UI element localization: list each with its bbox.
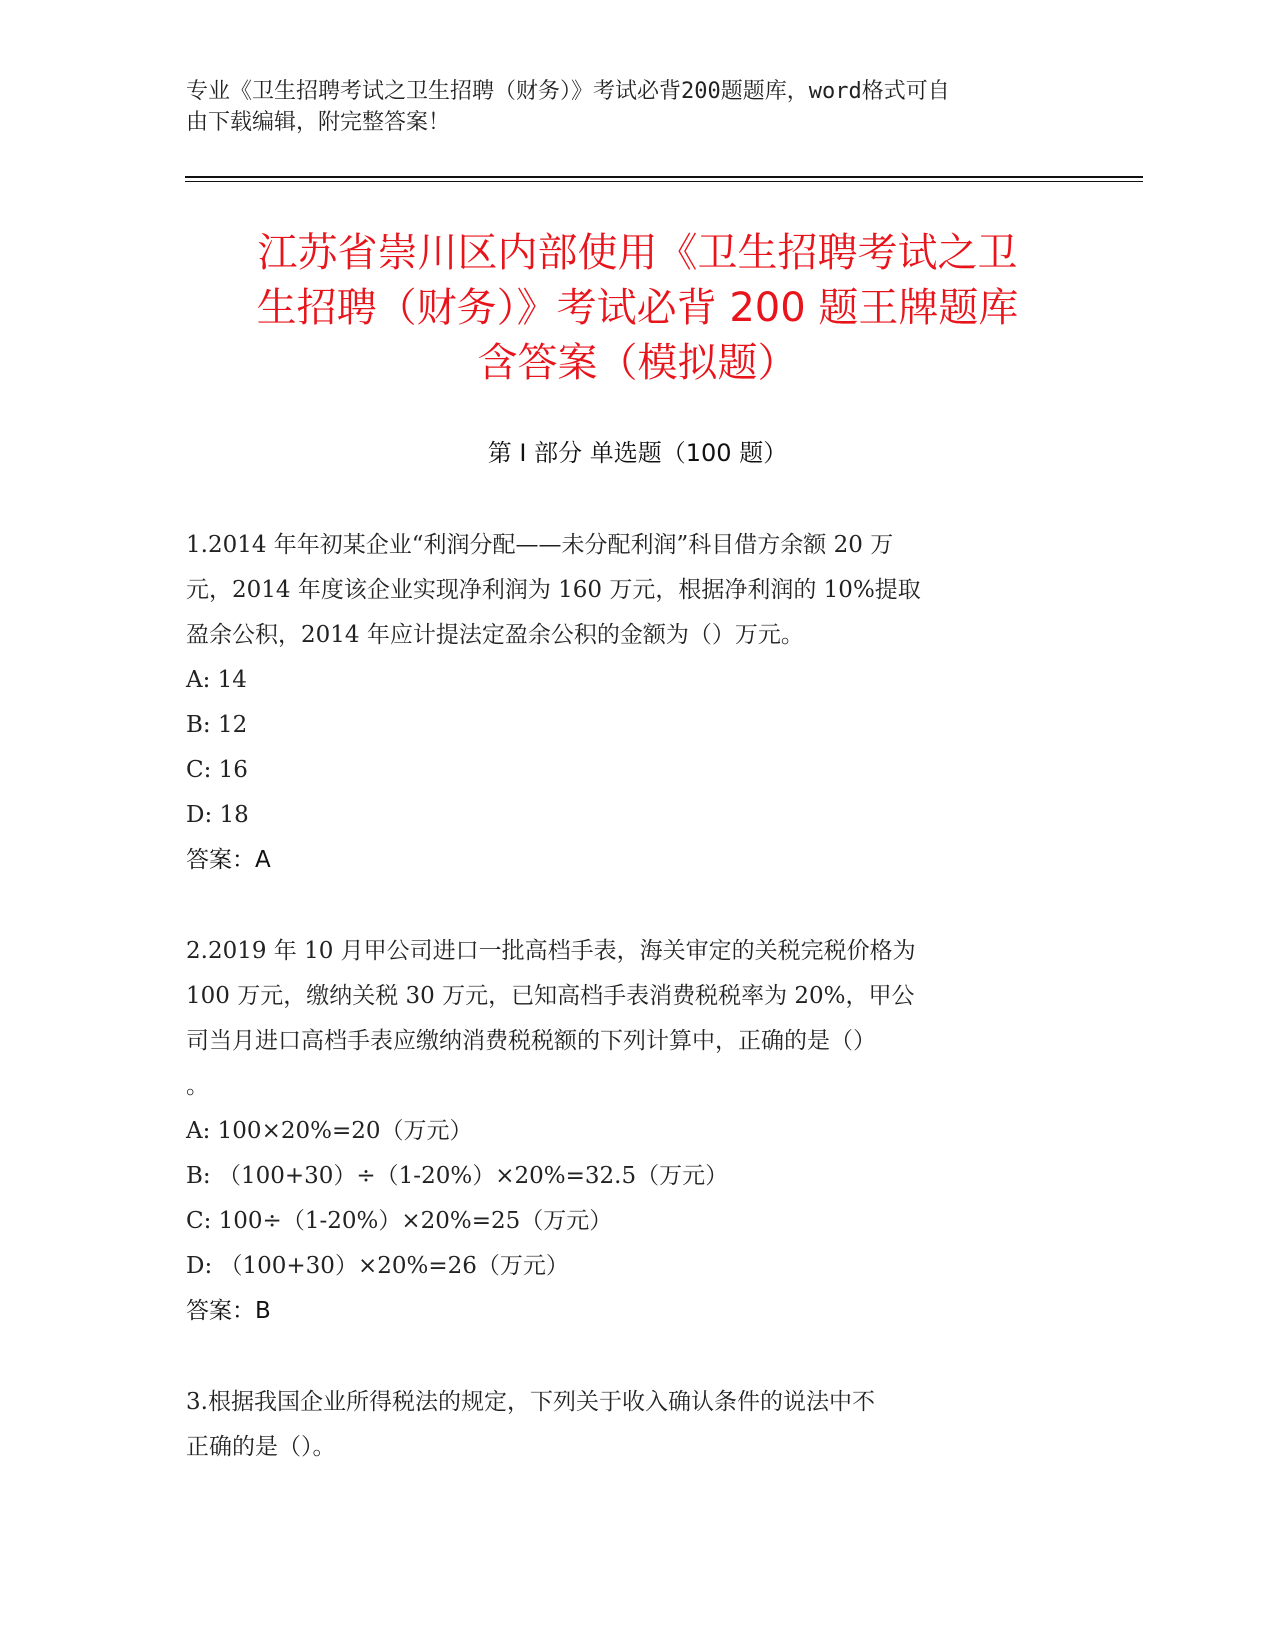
question-2 <box>186 929 1071 1334</box>
question-1-option-b: B: 12 <box>186 712 248 738</box>
question-2-option-b: B: （100+30）÷（1-20%）×20%=32.5（万元） <box>186 1163 729 1189</box>
question-3 <box>186 1380 1071 1470</box>
question-2-stem-line-4: 。 <box>186 1073 209 1099</box>
question-1-option-a: A: 14 <box>186 667 247 693</box>
document-title-line-3: 含答案（模拟题） <box>477 340 798 386</box>
question-1-answer: 答案：A <box>186 847 271 873</box>
question-2-stem-line-3: 司当月进口高档手表应缴纳消费税税额的下列计算中，正确的是（） <box>186 1028 876 1054</box>
question-2-answer: 答案：B <box>186 1298 271 1324</box>
header-divider-thick <box>185 176 1143 178</box>
question-2-option-d: D: （100+30）×20%=26（万元） <box>186 1253 569 1279</box>
question-1-stem-line-2: 元，2014 年度该企业实现净利润为 160 万元，根据净利润的 10%提取 <box>186 577 921 603</box>
question-1-stem-line-1: 1.2014 年年初某企业“利润分配——未分配利润”科目借方余额 20 万 <box>186 532 894 558</box>
question-2-stem-line-1: 2.2019 年 10 月甲公司进口一批高档手表，海关审定的关税完税价格为 <box>186 938 916 964</box>
question-2-stem-line-2: 100 万元，缴纳关税 30 万元，已知高档手表消费税税率为 20%，甲公 <box>186 983 915 1009</box>
question-1-option-c: C: 16 <box>186 757 248 783</box>
section-title: 第 I 部分 单选题（100 题） <box>487 439 788 467</box>
document-title-line-1: 江苏省崇川区内部使用《卫生招聘考试之卫 <box>257 230 1018 276</box>
question-1 <box>186 523 1071 883</box>
header-note-line-2: 由下载编辑，附完整答案！ <box>186 110 451 135</box>
document-title <box>150 226 1125 391</box>
question-2-option-a: A: 100×20%=20（万元） <box>186 1118 473 1144</box>
header-divider-thin <box>185 181 1143 182</box>
header-note <box>186 76 1066 138</box>
question-1-stem-line-3: 盈余公积，2014 年应计提法定盈余公积的金额为（）万元。 <box>186 622 804 648</box>
header-note-line-1: 专业《卫生招聘考试之卫生招聘（财务）》考试必背200题题库，word格式可自 <box>186 79 950 104</box>
question-3-stem-line-1: 3.根据我国企业所得税法的规定，下列关于收入确认条件的说法中不 <box>186 1389 875 1415</box>
document-title-line-2: 生招聘（财务）》考试必背 200 题王牌题库 <box>256 285 1019 331</box>
question-1-option-d: D: 18 <box>186 802 249 828</box>
question-2-option-c: C: 100÷（1-20%）×20%=25（万元） <box>186 1208 613 1234</box>
question-3-stem-line-2: 正确的是（）。 <box>186 1434 336 1460</box>
